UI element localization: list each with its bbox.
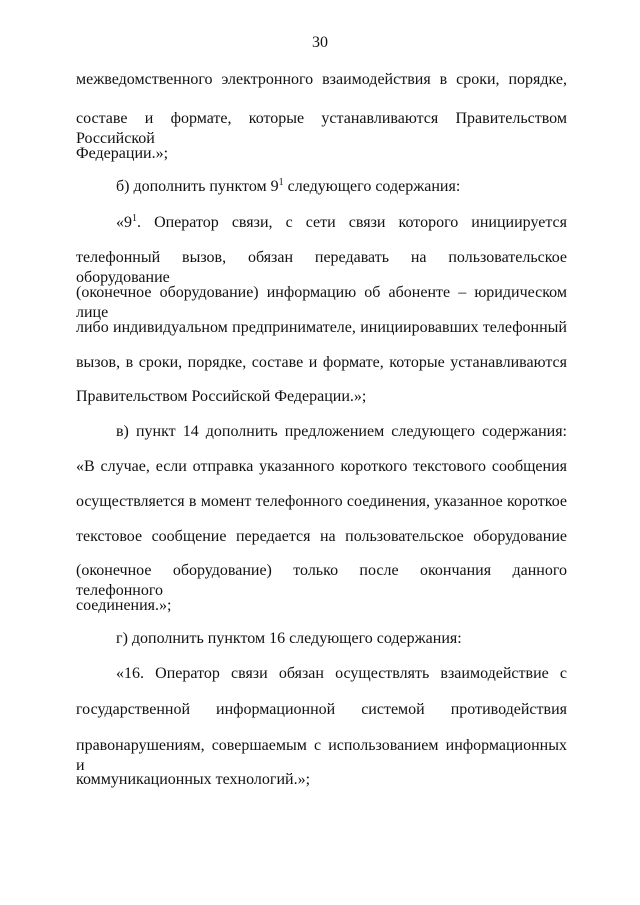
paragraph-b-heading [116,177,567,197]
paragraph-v-heading: в) пункт 14 дополнить предложением следующего содержания: [116,423,567,440]
paragraph-16-first-line: «16. Оператор связи обязан осуществлять взаимодействие с [116,665,567,682]
text-line: Правительством Российской Федерации.»; [76,388,367,405]
text-line: «В случае, если отправка указанного короткого текстового сообщения [76,458,567,475]
paragraph-g-heading: г) дополнить пунктом 16 следующего содержания: [116,630,462,647]
text-span: «9 [116,214,132,231]
text-line: текстовое сообщение передается на пользовательское оборудование [76,528,567,545]
text-line: соединения.»; [76,597,172,614]
page-number: 30 [312,34,328,51]
superscript: 1 [278,177,284,188]
text-line: (оконечное оборудование) информацию об абоненте – юридическом лице [76,284,567,321]
text-span: . Оператор связи, с сети связи которого инициируется [137,214,567,231]
text-line: правонарушениям, совершаемым с использованием информационных и [76,737,567,774]
text-line: либо индивидуальном предпринимателе, инициировавших телефонный [76,319,567,336]
text-line: составе и формате, которые устанавливаются Правительством Российской [76,110,567,147]
text-span: следующего содержания: [283,178,461,195]
paragraph-9-1-first-line [116,213,567,233]
text-line: осуществляется в момент телефонного соединения, указанное короткое [76,493,567,510]
text-line: Федерации.»; [76,145,169,162]
text-span: б) дополнить пунктом 9 [116,178,279,195]
text-line: государственной информационной системой противодействия [76,701,567,718]
text-line: вызов, в сроки, порядке, составе и формате, которые устанавливаются [76,354,567,371]
text-line: коммуникационных технологий.»; [76,771,311,788]
superscript: 1 [132,213,137,224]
text-line: (оконечное оборудование) только после окончания данного телефонного [76,562,567,599]
text-line: межведомственного электронного взаимодействия в сроки, порядке, [76,71,567,88]
text-line: телефонный вызов, обязан передавать на пользовательское оборудование [76,249,567,286]
